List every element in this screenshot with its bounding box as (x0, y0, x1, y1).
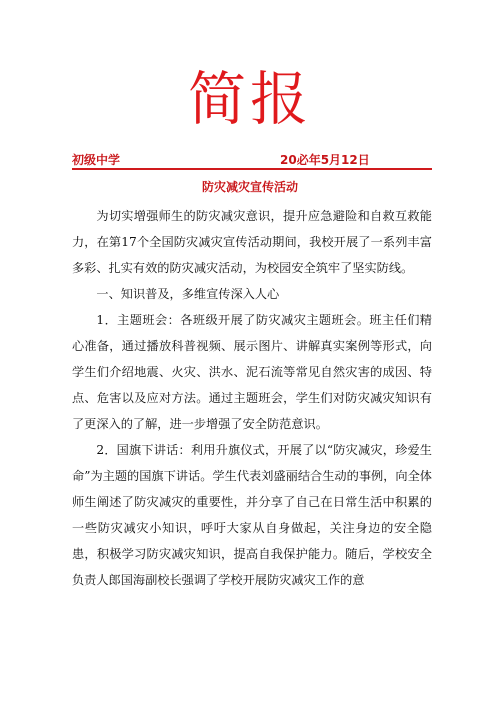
issue-date: 20必年5月12日 (280, 153, 370, 167)
list-item: 2．国旗下讲话：利用升旗仪式，开展了以“防灾减灾，珍爱生命”为主题的国旗下讲话。学生代表刘盛丽结合生动的事例，向全体师生阐述了防灾减灾的重要性，并分享了自己在日常生活中积累的一些防灾减灾小知识，呼吁大家从自身做起，关注身边的安全隐患，积极学习防灾减灾知识，提高自我保护能力。随后，学校安全负责人郎国海副校长强调了学校开展防灾减灾工作的意 (72, 443, 432, 587)
article-body (72, 203, 432, 593)
article-headline: 防灾减灾宣传活动 (201, 180, 298, 194)
newsletter-masthead: 简报 (187, 65, 312, 133)
section-heading: 一、知识普及，多维宣传深入人心 (96, 287, 280, 301)
list-item: 1．主题班会：各班级开展了防灾减灾主题班会。班主任们精心准备，通过播放科普视频、展示图片、讲解真实案例等形式，向学生们介绍地震、火灾、洪水、泥石流等常见自然灾害的成因、特点、危害以及应对方法。通过主题班会，学生们对防灾减灾知识有了更深入的了解，进一步增强了安全防范意识。 (72, 313, 432, 431)
school-name: 初级中学 (72, 153, 121, 167)
header-divider (72, 168, 432, 170)
intro-paragraph: 为切实增强师生的防灾减灾意识，提升应急避险和自救互救能力，在第17个全国防灾减灾宣传活动期间，我校开展了一系列丰富多彩、扎实有效的防灾减灾活动，为校园安全筑牢了坚实防线。 (72, 209, 432, 275)
